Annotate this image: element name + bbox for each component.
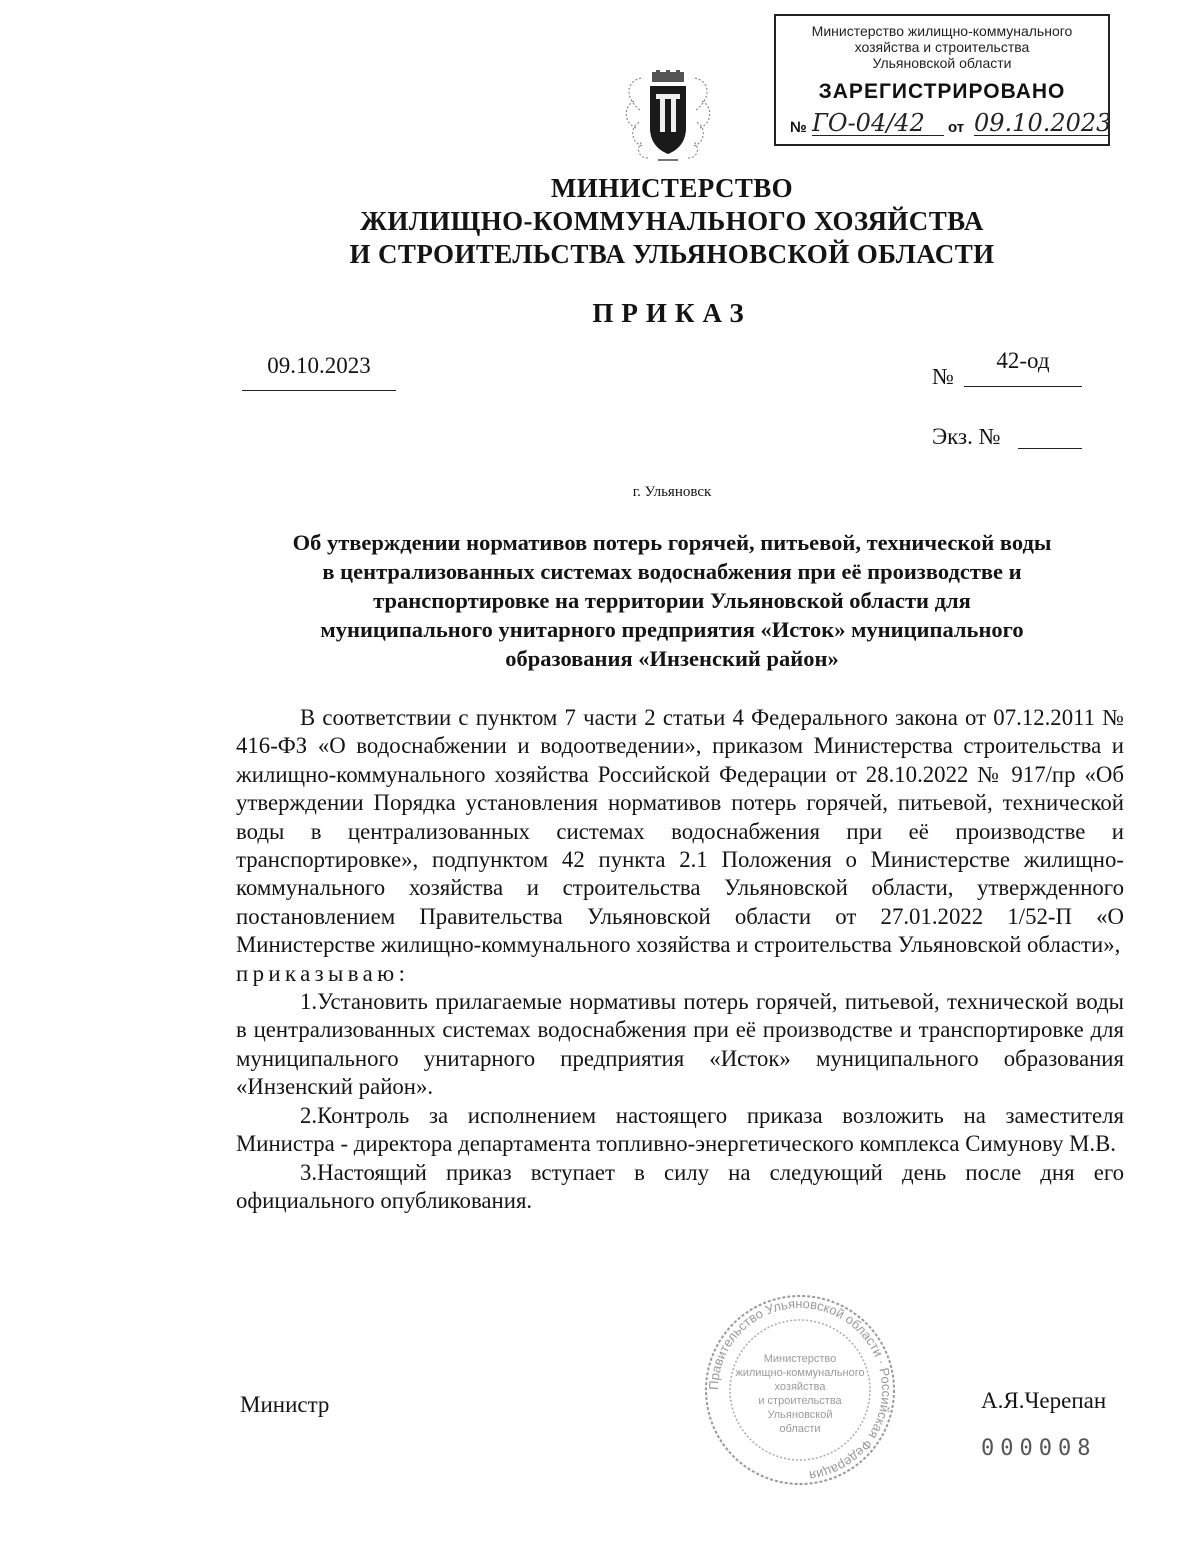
order-word: приказываю: [236, 960, 410, 986]
order-number-label: № [932, 364, 954, 389]
seal-inner-line4: и строительства [758, 1395, 842, 1407]
ministry-title-line1: МИНИСТЕРСТВО [550, 173, 794, 203]
copy-number-label: Экз. № [932, 424, 1001, 449]
stamp-number-label: № [790, 119, 807, 136]
order-item-3-text: Настоящий приказ вступает в силу на следующий день после дня его официального опубликования. [236, 1159, 1124, 1213]
order-item-2-text: Контроль за исполнением настоящего приказа возложить на заместителя Министра - директора департамента топливно-энергетического комплекса Симунову М.В. [236, 1102, 1124, 1157]
order-item-2-number: 2. [300, 1102, 318, 1128]
copy-number-blank [1018, 424, 1082, 449]
stamp-date-label: от [948, 119, 965, 136]
order-item-1-text: Установить прилагаемые нормативы потерь горячей, питьевой, технической воды в централизованных системах водоснабжения при её производстве и транспортировке для муниципального унитарного предприятия «Исток» муниципального образования «Инзенский район». [236, 989, 1124, 1100]
order-body [236, 704, 1124, 1215]
ministry-title-line2: ЖИЛИЩНО-КОММУНАЛЬНОГО ХОЗЯЙСТВА [360, 206, 984, 236]
document-type-title: ПРИКАЗ [592, 298, 752, 328]
order-item-1-number: 1. [300, 989, 318, 1015]
order-item-2 [236, 1102, 1124, 1159]
order-item-3-number: 3. [300, 1159, 318, 1185]
signer-name: А.Я.Черепан [981, 1388, 1107, 1413]
official-seal-icon [700, 1290, 900, 1490]
ministry-title [0, 172, 1200, 271]
subject-line1: Об утверждении нормативов потерь горячей, питьевой, технической воды [292, 530, 1052, 555]
order-number: 42-од [964, 344, 1082, 387]
order-subject [228, 528, 1116, 673]
seal-outer-text: Правительство Ульяновской области · Российская Федерация [705, 1295, 895, 1484]
order-item-1 [236, 988, 1124, 1102]
stamp-number-row [790, 109, 1112, 142]
seal-inner-line1: Министерство [763, 1353, 837, 1365]
subject-line3: транспортировке на территории Ульяновской области для [373, 588, 971, 613]
registration-stamp [774, 14, 1110, 146]
seal-inner-line5: Ульяновской [767, 1409, 833, 1421]
subject-line5: образования «Инзенский район» [505, 646, 839, 671]
stamp-org-line1: Министерство жилищно-коммунального [811, 23, 1073, 39]
seal-inner-line3: хозяйства [774, 1381, 826, 1393]
stamp-date-handwritten: 09.10.2023 [974, 109, 1112, 137]
order-date: 09.10.2023 [242, 350, 396, 391]
serial-number: 000008 [981, 1436, 1097, 1461]
coat-of-arms-icon [618, 70, 718, 166]
city: г. Ульяновск [632, 484, 712, 500]
ministry-title-line3: И СТРОИТЕЛЬСТВА УЛЬЯНОВСКОЙ ОБЛАСТИ [349, 239, 995, 269]
stamp-number-handwritten: ГО-04/42 [812, 111, 944, 136]
order-item-3 [236, 1159, 1124, 1216]
subject-line4: муниципального унитарного предприятия «Исток» муниципального [320, 617, 1024, 642]
seal-inner-line6: области [779, 1423, 821, 1435]
stamp-status: ЗАРЕГИСТРИРОВАНО [818, 80, 1066, 103]
signer-title: Министр [240, 1392, 330, 1417]
seal-inner-line2: жилищно-коммунального [735, 1367, 865, 1379]
stamp-org-line2: хозяйства и строительства [854, 39, 1030, 55]
stamp-org-line3: Ульяновской области [872, 55, 1012, 71]
subject-line2: в централизованных системах водоснабжения при её производстве и [322, 559, 1022, 584]
preamble-paragraph: В соответствии с пунктом 7 части 2 статьи 4 Федерального закона от 07.12.2011 № 416-ФЗ «О водоснабжении и водоотведении», приказом Министерства строительства и жилищно-коммунального хозяйства Российской Федерации от 28.10.2022 № 917/пр «Об утверждении Порядка установления нормативов потерь горячей, питьевой, технической воды в централизованных системах водоснабжения при её производстве и транспортировке», подпунктом 42 пункта 2.1 Положения о Министерстве жилищно-коммунального хозяйства и строительства Ульяновской области, утвержденного постановлением Правительства Ульяновской области от 27.01.2022 1/52-П «О Министерстве жилищно-коммунального хозяйства и строительства Ульяновской области», [236, 705, 1124, 958]
